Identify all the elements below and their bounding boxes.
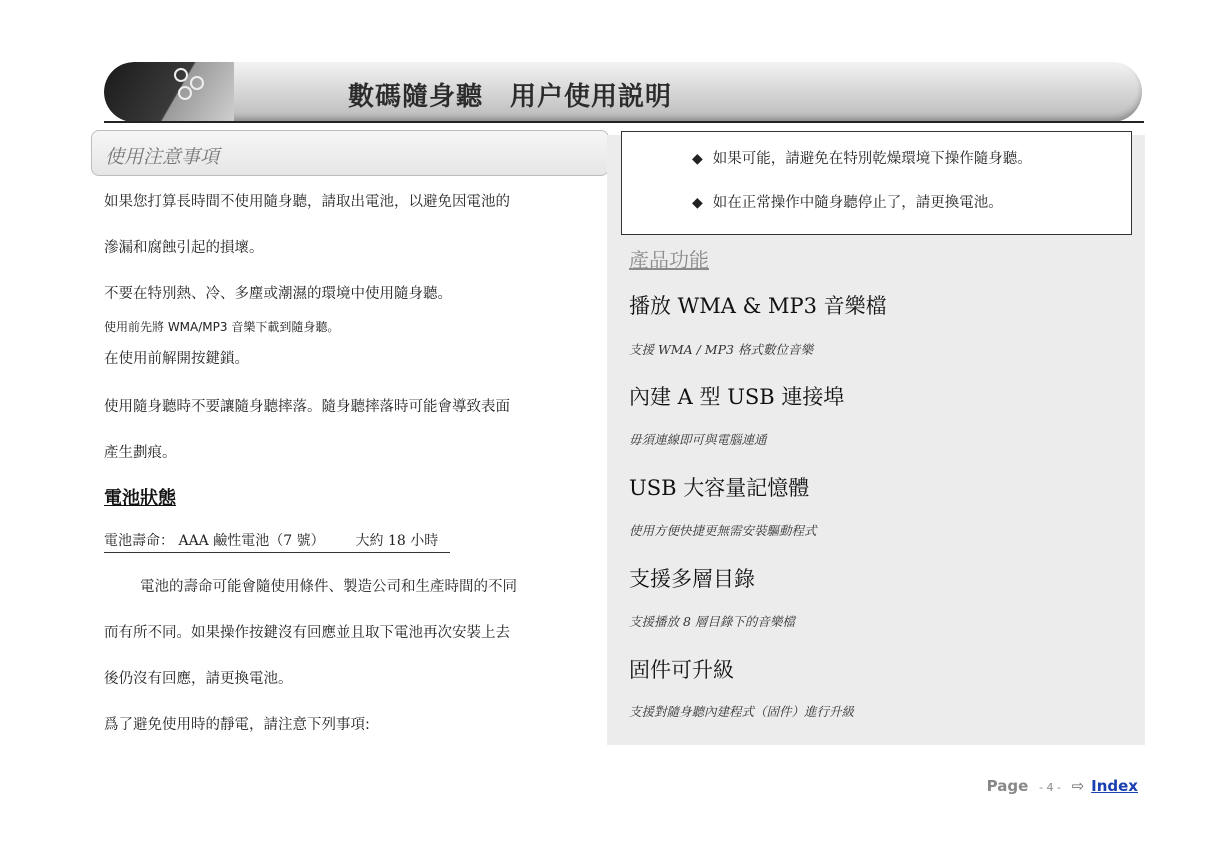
precaution-paragraph: 使用前先將 WMA/MP3 音樂下載到隨身聽。 [104, 320, 340, 334]
precaution-paragraph: 如果您打算長時間不使用隨身聽，請取出電池，以避免因電池的 [104, 194, 510, 210]
features-title: 產品功能 [629, 248, 709, 272]
section-tab [91, 130, 609, 176]
page-footer [987, 777, 1138, 795]
precaution-paragraph: 在使用前解開按鍵鎖。 [104, 351, 249, 367]
battery-paragraph: 而有所不同。如果操作按鍵沒有回應並且取下電池再次安裝上去 [104, 625, 510, 641]
battery-life-duration: 大約 18 小時 [355, 533, 439, 549]
feature-description: 支援 WMA / MP3 格式數位音樂 [629, 342, 813, 357]
diamond-bullet-icon: ◆ [692, 195, 703, 211]
notice-item: ◆ 如在正常操作中隨身聽停止了，請更換電池。 [692, 195, 1003, 211]
battery-paragraph: 爲了避免使用時的靜電，請注意下列事項: [104, 717, 370, 733]
feature-title: 固件可升級 [629, 658, 734, 682]
arrow-right-icon: ⇨ [1071, 777, 1085, 795]
feature-title: USB 大容量記憶體 [629, 476, 810, 500]
battery-paragraph: 電池的壽命可能會隨使用條件、製造公司和生產時間的不同 [140, 579, 517, 595]
index-link[interactable]: Index [1091, 777, 1138, 795]
precaution-paragraph: 滲漏和腐蝕引起的損壞。 [104, 240, 264, 256]
header-banner [104, 62, 1142, 122]
notice-item: ◆ 如果可能，請避免在特別乾燥環境下操作隨身聽。 [692, 151, 1032, 167]
feature-title: 播放 WMA & MP3 音樂檔 [629, 294, 887, 318]
feature-title: 內建 A 型 USB 連接埠 [629, 385, 845, 409]
feature-description: 毋須連線即可與電腦連通 [629, 432, 767, 447]
section-title-precautions: 使用注意事項 [105, 146, 220, 168]
battery-life-line [104, 530, 450, 553]
battery-status-heading: 電池狀態 [104, 488, 176, 509]
manual-title: 數碼隨身聽 用户使用説明 [348, 82, 673, 112]
page-number: - 4 - [1039, 781, 1061, 794]
player-device-icon [104, 62, 234, 122]
precaution-paragraph: 產生劃痕。 [104, 445, 177, 461]
precaution-paragraph: 使用隨身聽時不要讓隨身聽摔落。隨身聽摔落時可能會導致表面 [104, 399, 510, 415]
feature-description: 使用方便快捷更無需安裝驅動程式 [629, 523, 817, 538]
feature-title: 支援多層目錄 [629, 567, 755, 591]
battery-paragraph: 後仍沒有回應，請更換電池。 [104, 671, 293, 687]
feature-description: 支援對隨身聽內建程式（固件）進行升級 [629, 704, 855, 719]
feature-description: 支援播放 8 層目錄下的音樂檔 [629, 614, 795, 629]
notice-box [621, 131, 1132, 235]
diamond-bullet-icon: ◆ [692, 151, 703, 167]
header-divider [104, 121, 1144, 123]
battery-life-label: 電池壽命： [104, 533, 174, 549]
battery-life-type: AAA 鹼性電池（7 號） [178, 533, 325, 549]
precaution-paragraph: 不要在特別熱、冷、多塵或潮濕的環境中使用隨身聽。 [104, 286, 452, 302]
page-label: Page [986, 777, 1029, 795]
